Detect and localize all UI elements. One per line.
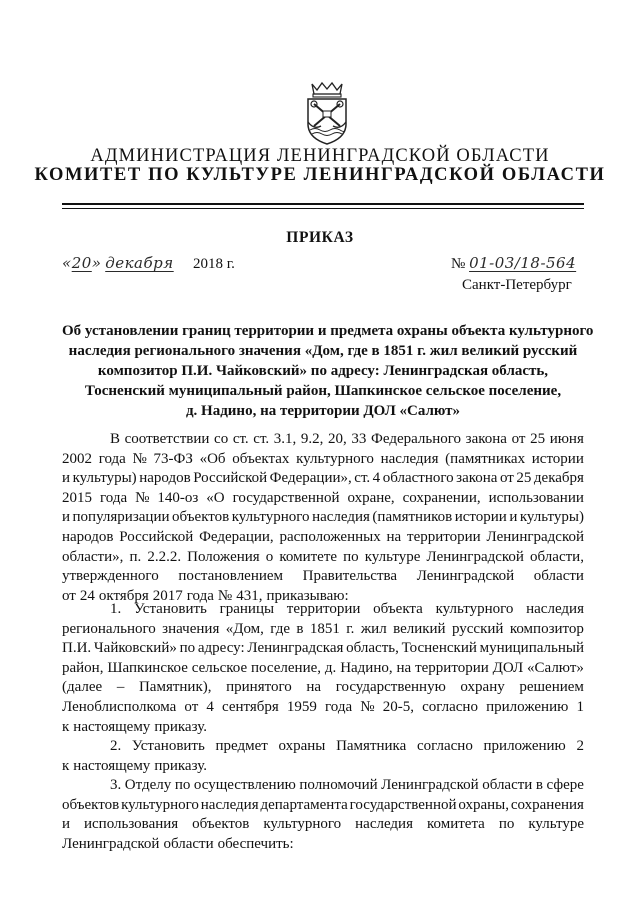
paragraph-line: 2002 года № 73-ФЗ «Об объектах культурного наследия (памятниках истории [62, 450, 584, 467]
paragraph-line: 1. Установить границы территории объекта культурного наследия [110, 601, 584, 617]
paragraph-line: и культуры) народов Российской Федерации», ст. 4 областного закона от 25 декабря [62, 470, 584, 487]
preamble-paragraph [62, 430, 584, 606]
number-value: 01-03/18-564 [469, 254, 577, 272]
coat-of-arms-icon [302, 80, 352, 146]
paragraph-line: к настоящему приказу. [62, 718, 207, 735]
paragraph-line: к настоящему приказу. [62, 757, 207, 774]
paragraph-line: области», п. 2.2.2. Положения о комитете по культуре Ленинградской области, [62, 548, 584, 565]
date-month: декабря [105, 254, 174, 272]
paragraph-line: Ленoблисполкома от 4 сентября 1959 года № 20-5, согласно приложению 1 [62, 698, 584, 715]
organization-name: АДМИНИСТРАЦИЯ ЛЕНИНГРАДСКОЙ ОБЛАСТИ [90, 146, 550, 166]
paragraph-line: 3. Отделу по осуществлению полномочий Ленинградской области в сфере [110, 777, 584, 793]
paragraph-line: (далее – Памятник), принятого на государственную охрану решением [62, 679, 584, 696]
committee-name: КОМИТЕТ ПО КУЛЬТУРЕ ЛЕНИНГРАДСКОЙ ОБЛАСТИ [34, 165, 606, 185]
title-line: Об установлении границ территории и предмета охраны объекта культурного [62, 323, 594, 339]
paragraph-line: район, Шапкинское сельское поселение, д. Надино, на территории ДОЛ «Салют» [62, 659, 584, 676]
paragraph-line: утвержденного постановлением Правительства Ленинградской области [62, 568, 584, 585]
header-rule-thin [62, 208, 584, 209]
paragraph-line: от 24 октября 2017 года № 431, приказываю: [62, 587, 349, 604]
paragraph-line: В соответствии со ст. ст. 3.1, 9.2, 20, 33 Федерального закона от 25 июня [110, 431, 584, 447]
paragraph-line: и использования объектов культурного наследия комитета по культуре [62, 816, 584, 833]
number-prefix: № [451, 256, 466, 272]
header-rule-thick [62, 203, 584, 205]
clause-1-paragraph [62, 600, 584, 737]
date-day: 20 [71, 254, 92, 272]
paragraph-line: П.И. Чайковский» по адресу: Ленинградская область, Тосненский муниципальный [62, 640, 584, 657]
order-date [62, 254, 235, 273]
order-title [62, 321, 594, 421]
date-year: 2018 г. [192, 256, 235, 272]
clause-2-paragraph [62, 737, 584, 776]
paragraph-line: регионального значения «Дом, где в 1851 г. жил великий русский композитор [62, 620, 584, 637]
paragraph-line: 2015 года № 140-оз «О государственной охране, сохранении, использовании [62, 489, 584, 506]
title-line: наследия регионального значения «Дом, где в 1851 г. жил великий русский [68, 343, 578, 359]
order-number [451, 254, 576, 273]
paragraph-line: 2. Установить предмет охраны Памятника согласно приложению 2 [110, 738, 584, 754]
clause-3-paragraph [62, 776, 584, 854]
issue-city: Санкт-Петербург [462, 277, 572, 293]
paragraph-line: объектов культурного наследия департамента государственной охраны, сохранения [62, 796, 584, 813]
title-line: Тосненский муниципальный район, Шапкинское сельское поселение, [84, 383, 562, 399]
title-line: композитор П.И. Чайковский» по адресу: Ленинградская область, [97, 363, 549, 379]
paragraph-line: и популяризации объектов культурного наследия (памятников истории и культуры) [62, 509, 584, 526]
title-line: д. Надино, на территории ДОЛ «Салют» [185, 403, 461, 419]
document-type: ПРИКАЗ [286, 229, 354, 246]
paragraph-line: Ленинградской области обеспечить: [62, 835, 294, 852]
paragraph-line: народов Российской Федерации, расположенных на территории Ленинградской [62, 528, 584, 545]
date-open-quote: « [62, 254, 72, 272]
date-close-quote: » [91, 254, 102, 272]
